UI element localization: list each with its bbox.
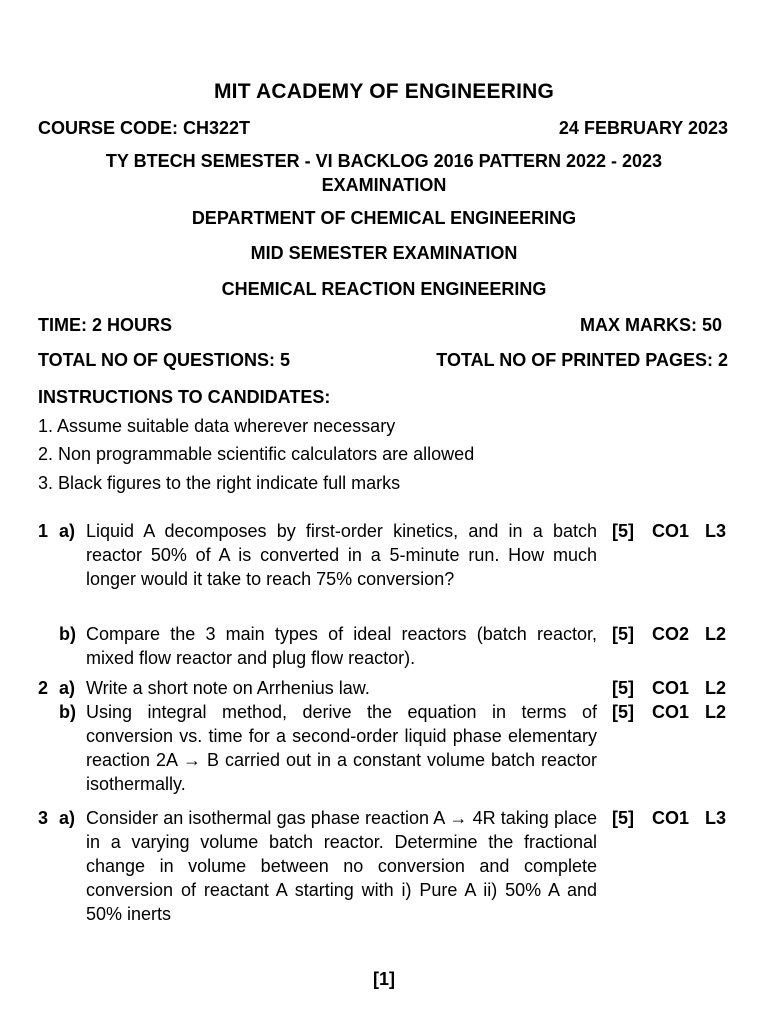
instruction-item: 1. Assume suitable data wherever necessary: [38, 416, 396, 436]
page-number: [1]: [373, 969, 395, 989]
question-marks: [5]: [612, 808, 634, 828]
question-marks: [5]: [612, 678, 634, 698]
question-text: Liquid A decomposes by first-order kinetics, and in a batch reactor 50% of A is converted in a 5-minute run. How much longer would it take to reach 75% conversion?: [86, 521, 597, 589]
question-co: CO1: [652, 521, 690, 541]
question-number: 1: [38, 521, 49, 541]
subject-title: CHEMICAL REACTION ENGINEERING: [221, 279, 547, 299]
question-marks: [5]: [612, 702, 634, 722]
question-marks: [5]: [612, 624, 634, 644]
question-text: Using integral method, derive the equation in terms of conversion vs. time for a second-order liquid phase elementary reaction 2A → B carried out in a constant volume batch reactor isothermally.: [86, 702, 597, 794]
question-part: a): [59, 808, 76, 828]
question-co: CO1: [652, 678, 690, 698]
question-number: 2: [38, 678, 49, 698]
program-line-1: TY BTECH SEMESTER - VI BACKLOG 2016 PATTERN 2022 - 2023: [105, 151, 663, 171]
course-date-row: [38, 118, 728, 139]
question-part: a): [59, 521, 76, 541]
instructions-title: INSTRUCTIONS TO CANDIDATES:: [38, 387, 331, 407]
max-marks: MAX MARKS: 50: [579, 315, 722, 335]
course-code: COURSE CODE: CH322T: [38, 118, 251, 138]
instruction-item: 2. Non programmable scientific calculators are allowed: [38, 444, 475, 464]
exam-date: 24 FEBRUARY 2023: [558, 118, 728, 138]
totals-row: [38, 350, 728, 371]
question-co: CO2: [652, 624, 690, 644]
question-text: Write a short note on Arrhenius law.: [86, 678, 370, 698]
exam-type-title: MID SEMESTER EXAMINATION: [250, 243, 518, 263]
question-co: CO1: [652, 808, 690, 828]
question-level: L2: [705, 678, 727, 698]
question-part: b): [59, 624, 76, 644]
institution-title: MIT ACADEMY OF ENGINEERING: [213, 80, 555, 103]
question-level: L3: [705, 521, 727, 541]
question-part: b): [59, 702, 76, 722]
question-level: L2: [705, 624, 727, 644]
total-pages: TOTAL NO OF PRINTED PAGES: 2: [436, 350, 728, 370]
question-number: 3: [38, 808, 49, 828]
question-text: Consider an isothermal gas phase reaction A → 4R taking place in a varying volume batch reactor. Determine the fractional change in volume between no conversion and complete conversion of reactant A starting with i) Pure A ii) 50% A and 50% inerts: [86, 808, 597, 924]
question-marks: [5]: [612, 521, 634, 541]
department-title: DEPARTMENT OF CHEMICAL ENGINEERING: [191, 208, 577, 228]
instruction-item: 3. Black figures to the right indicate full marks: [38, 473, 401, 493]
question-co: CO1: [652, 702, 690, 722]
question-part: a): [59, 678, 76, 698]
total-questions: TOTAL NO OF QUESTIONS: 5: [38, 350, 291, 370]
exam-time: TIME: 2 HOURS: [38, 315, 173, 335]
program-line-2: EXAMINATION: [321, 175, 447, 195]
question-level: L3: [705, 808, 727, 828]
question-text: Compare the 3 main types of ideal reactors (batch reactor, mixed flow reactor and plug flow reactor).: [86, 624, 597, 668]
question-level: L2: [705, 702, 727, 722]
time-marks-row: [38, 315, 722, 336]
